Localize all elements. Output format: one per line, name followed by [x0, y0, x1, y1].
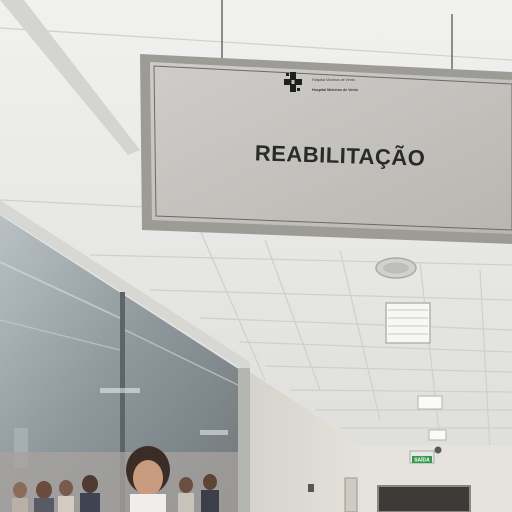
- ceiling-light: [386, 303, 430, 343]
- ceiling-light: [429, 430, 446, 440]
- sign-logo-line2: Hospital Moinhos de Vento: [312, 88, 358, 92]
- wall-door-frame: [345, 478, 357, 512]
- corridor-doorway: [378, 486, 470, 512]
- hanging-sign: [140, 54, 512, 244]
- glass-wall-edge: [238, 368, 250, 512]
- sign-logo-line1: Hospital Moinhos de Vento: [312, 78, 355, 82]
- wall-switch: [308, 484, 314, 492]
- ceiling-camera: [435, 447, 442, 454]
- sign-title: REABILITAÇÃO: [254, 140, 426, 171]
- smoke-detector-center: [383, 263, 409, 274]
- ceiling-light: [418, 396, 442, 409]
- exit-sign-label: SAÍDA: [414, 457, 430, 464]
